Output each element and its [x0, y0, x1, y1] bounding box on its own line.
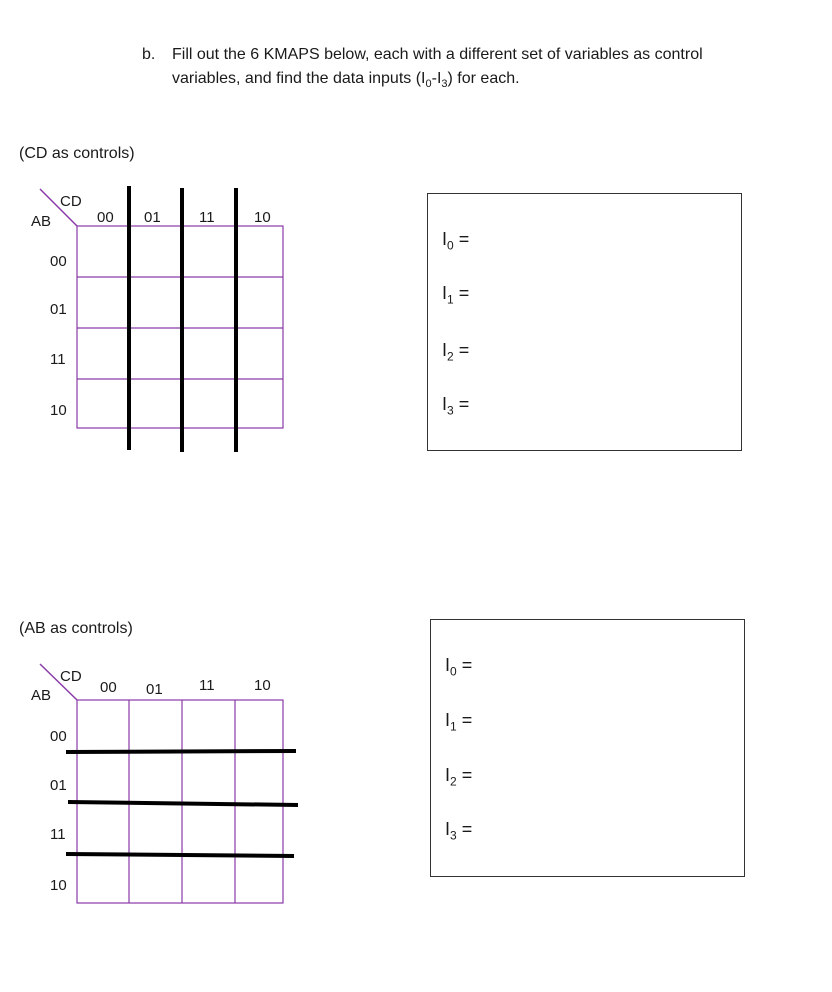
kmap-1-label: (CD as controls): [19, 145, 135, 162]
kmap-2-separator-3: [66, 854, 294, 856]
kmap-1-answer-0: $I_0$ =: [442, 229, 470, 253]
kmap-1-col-header-2: 11: [199, 209, 215, 226]
kmap-2-col-header-3: 10: [254, 677, 271, 694]
kmap-1-row-var: AB: [31, 213, 52, 230]
kmap-1-answer-2: $I_2$ =: [442, 340, 470, 364]
instruction-line-2-mid: -I: [431, 70, 442, 87]
instruction-line-1: Fill out the 6 KMAPS below, each with a different set of variables as control: [172, 46, 703, 63]
kmap-2-row-header-1: 01: [50, 777, 67, 794]
kmap-2-label: (AB as controls): [19, 620, 133, 637]
instruction-sub-3: 3: [441, 78, 448, 91]
instruction-sub-0: 0: [425, 78, 432, 91]
kmap-2-separator-2: [68, 802, 298, 805]
instruction-line-2-post: ) for each.: [447, 70, 520, 87]
kmap-2-answer-2: $I_2$ =: [445, 765, 473, 789]
kmap-1-answer-3: $I_3$ =: [442, 394, 470, 418]
kmap-2-row-header-2: 11: [50, 826, 66, 843]
kmap-2-answer-box: [430, 619, 745, 877]
instruction-marker: b.: [142, 46, 156, 63]
kmap-1-col-header-0: 00: [97, 209, 114, 226]
kmap-1-row-header-3: 10: [50, 402, 67, 419]
kmap-1-row-header-0: 00: [50, 253, 67, 270]
kmap-1-row-header-2: 11: [50, 351, 66, 368]
kmap-2-col-var: CD: [60, 668, 82, 685]
instruction-line-2-pre: variables, and find the data inputs (I: [172, 70, 426, 87]
kmap-1-row-header-1: 01: [50, 301, 67, 318]
kmap-1-col-var: CD: [60, 193, 82, 210]
kmap-2-col-header-0: 00: [100, 679, 117, 696]
kmap-2-row-header-0: 00: [50, 728, 67, 745]
kmap-2-separator-1: [66, 751, 296, 752]
kmap-1-col-header-1: 01: [144, 209, 161, 226]
kmap-2-row-header-3: 10: [50, 877, 67, 894]
kmap-2-row-var: AB: [31, 687, 52, 704]
kmap-2-col-header-1: 01: [146, 681, 163, 698]
kmap-1-answer-1: $I_1$ =: [442, 283, 470, 307]
kmap-2-col-header-2: 11: [199, 677, 215, 694]
kmap-2-answer-3: $I_3$ =: [445, 819, 473, 843]
kmap-2-answer-0: $I_0$ =: [445, 655, 473, 679]
kmap-1-col-header-3: 10: [254, 209, 271, 226]
kmap-2-answer-1: $I_1$ =: [445, 710, 473, 734]
